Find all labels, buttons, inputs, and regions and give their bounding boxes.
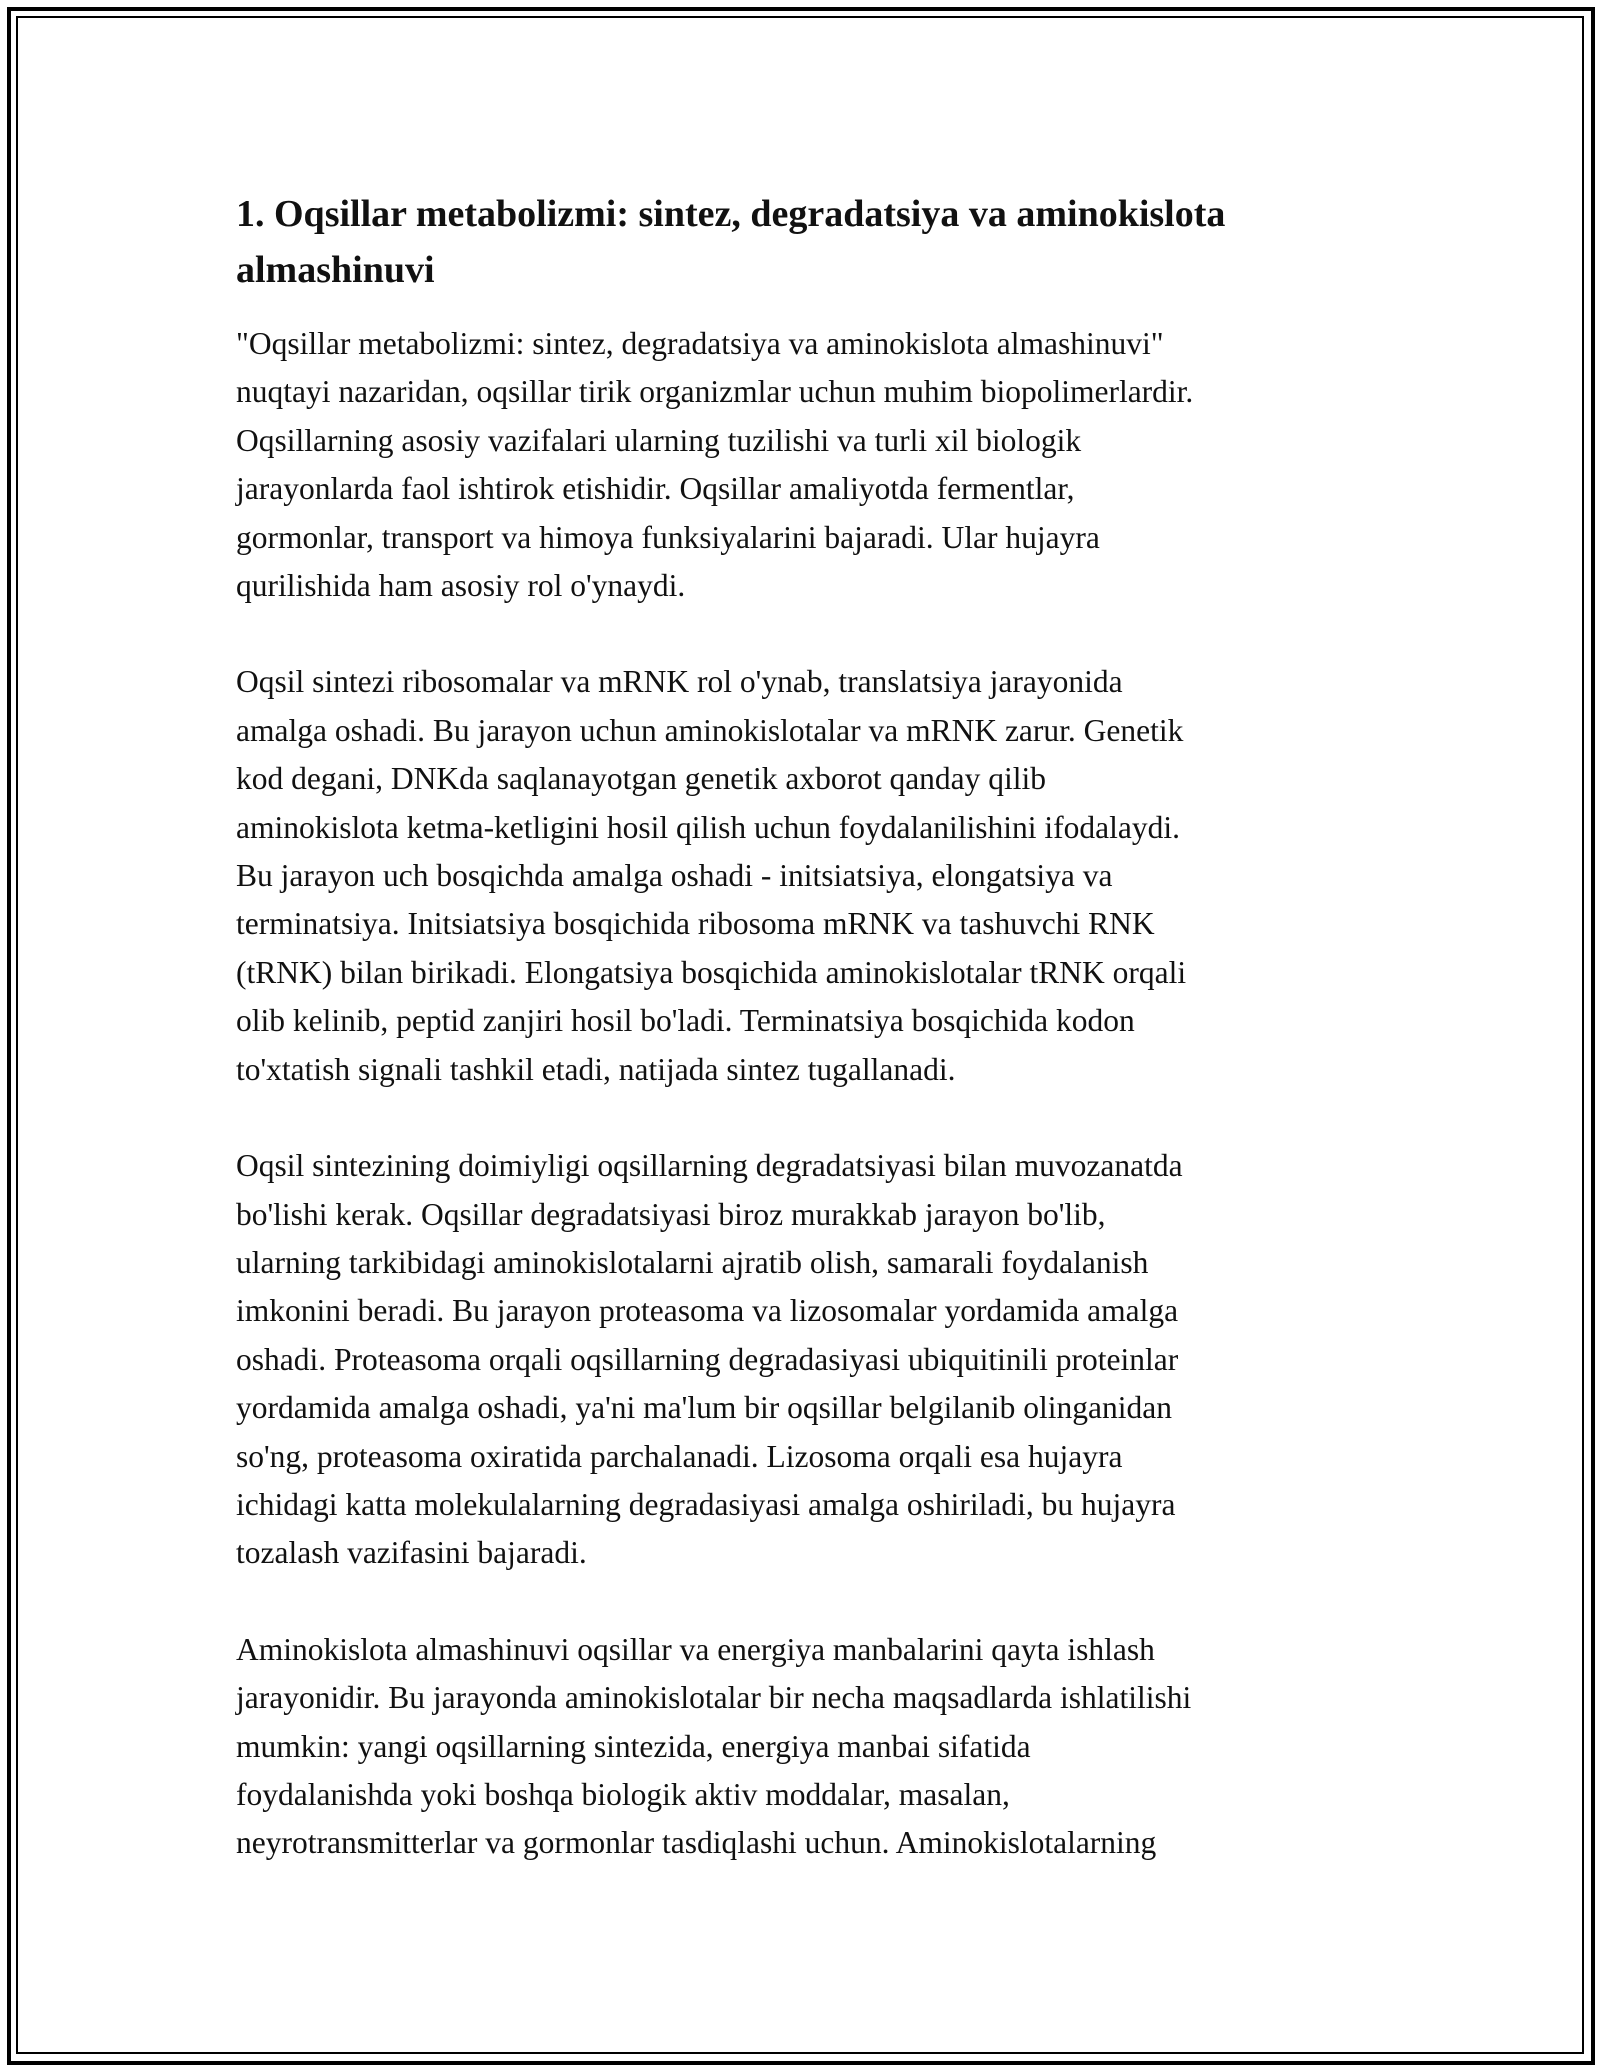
text-line: qurilishida ham asosiy rol o'ynaydi. (236, 568, 686, 604)
text-line: tozalash vazifasini bajaradi. (236, 1535, 587, 1571)
text-line: (tRNK) bilan birikadi. Elongatsiya bosqichida aminokislotalar tRNK orqali (236, 954, 1187, 990)
text-line: oshadi. Proteasoma orqali oqsillarning degradasiyasi ubiquitinili proteinlar (236, 1341, 1179, 1377)
text-line: neyrotransmitterlar va gormonlar tasdiqlashi uchun. Aminokislotalarning (236, 1825, 1157, 1861)
text-line: so'ng, proteasoma oxiratida parchalanadi. Lizosoma orqali esa hujayra (236, 1438, 1123, 1474)
text-line: yordamida amalga oshadi, ya'ni ma'lum bir oqsillar belgilanib olinganidan (236, 1390, 1173, 1426)
text-line: imkonini beradi. Bu jarayon proteasoma va lizosomalar yordamida amalga (236, 1293, 1179, 1329)
document-body (236, 186, 1366, 1916)
heading-line: almashinuvi (236, 249, 435, 291)
text-line: bo'lishi kerak. Oqsillar degradatsiyasi biroz murakkab jarayon bo'lib, (236, 1196, 1106, 1232)
text-line: jarayonlarda faol ishtirok etishidir. Oqsillar amaliyotda fermentlar, (236, 471, 1075, 507)
text-line: aminokislota ketma-ketligini hosil qilish uchun foydalanilishini ifodalaydi. (236, 809, 1180, 845)
section-heading (236, 186, 1366, 298)
text-line: jarayonidir. Bu jarayonda aminokislotalar bir necha maqsadlarda ishlatilishi (236, 1680, 1192, 1716)
text-line: Aminokislota almashinuvi oqsillar va energiya manbalarini qayta ishlash (236, 1631, 1155, 1667)
text-line: "Oqsillar metabolizmi: sintez, degradatsiya va aminokislota almashinuvi" (236, 326, 1164, 361)
text-line: kod degani, DNKda saqlanayotgan genetik axborot qanday qilib (236, 761, 1047, 797)
paragraph-protein-degradation (236, 1142, 1366, 1578)
text-line: olib kelinib, peptid zanjiri hosil bo'ladi. Terminatsiya bosqichida kodon (236, 1003, 1135, 1039)
paragraph-protein-intro (236, 320, 1366, 610)
text-line: ularning tarkibidagi aminokislotalarni ajratib olish, samarali foydalanish (236, 1244, 1149, 1280)
text-line: Oqsil sintezining doimiyligi oqsillarning degradatsiyasi bilan muvozanatda (236, 1148, 1183, 1184)
text-line: amalga oshadi. Bu jarayon uchun aminokislotalar va mRNK zarur. Genetik (236, 712, 1184, 748)
heading-line: 1. Oqsillar metabolizmi: sintez, degradatsiya va aminokislota (236, 193, 1226, 235)
text-line: gormonlar, transport va himoya funksiyalarini bajaradi. Ular hujayra (236, 519, 1100, 555)
text-line: nuqtayi nazaridan, oqsillar tirik organizmlar uchun muhim biopolimerlardir. (236, 374, 1194, 410)
text-line: ichidagi katta molekulalarning degradasiyasi amalga oshiriladi, bu hujayra (236, 1486, 1176, 1522)
text-line: mumkin: yangi oqsillarning sintezida, energiya manbai sifatida (236, 1728, 1031, 1764)
text-line: to'xtatish signali tashkil etadi, natijada sintez tugallanadi. (236, 1051, 956, 1087)
text-line: foydalanishda yoki boshqa biologik aktiv moddalar, masalan, (236, 1776, 1010, 1812)
paragraph-protein-synthesis (236, 658, 1366, 1094)
text-line: Bu jarayon uch bosqichda amalga oshadi - initsiatsiya, elongatsiya va (236, 858, 1113, 894)
text-line: Oqsillarning asosiy vazifalari ularning tuzilishi va turli xil biologik (236, 422, 1082, 458)
text-line: terminatsiya. Initsiatsiya bosqichida ribosoma mRNK va tashuvchi RNK (236, 906, 1155, 942)
text-line: Oqsil sintezi ribosomalar va mRNK rol o'ynab, translatsiya jarayonida (236, 664, 1123, 700)
paragraph-amino-acid-exchange (236, 1626, 1366, 1868)
